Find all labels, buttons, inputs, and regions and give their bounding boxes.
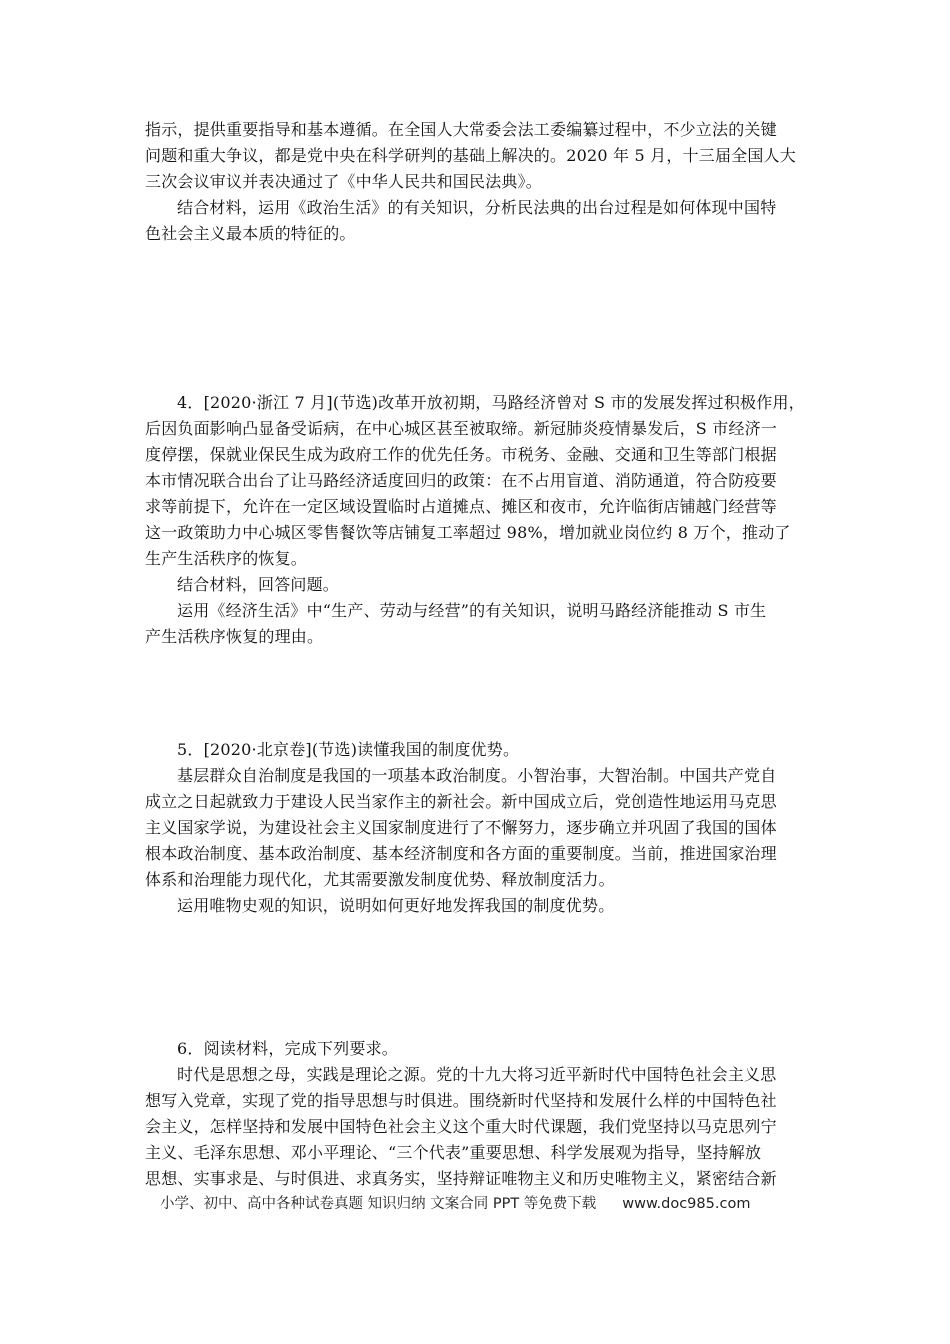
- text-line: 体系和治理能力现代化，尤其需要激发制度优势、释放制度活力。: [145, 870, 615, 889]
- text-line: 求等前提下，允许在一定区域设置临时占道摊点、摊区和夜市，允许临街店铺越门经营等: [145, 497, 777, 516]
- question-prompt: 色社会主义最本质的特征的。: [145, 224, 356, 243]
- question-3-continuation: [145, 117, 805, 247]
- question-prompt: 运用唯物史观的知识，说明如何更好地发挥我国的制度优势。: [177, 896, 615, 915]
- question-4: [145, 390, 805, 650]
- page-footer: [160, 1191, 800, 1217]
- text-line: 基层群众自治制度是我国的一项基本政治制度。小智治事，大智治制。中国共产党自: [177, 766, 777, 785]
- text-line: 问题和重大争议，都是党中央在科学研判的基础上解决的。2020 年 5 月，十三届全国人大: [145, 146, 796, 165]
- question-prompt: 运用《经济生活》中“生产、劳动与经营”的有关知识，说明马路经济能推动 S 市生: [177, 601, 767, 620]
- text-line: 主义、毛泽东思想、邓小平理论、“三个代表”重要思想、科学发展观为指导，坚持解放: [145, 1143, 762, 1162]
- question-prompt: 结合材料，回答问题。: [177, 575, 340, 594]
- question-title: 5．[2020·北京卷](节选)读懂我国的制度优势。: [177, 740, 520, 759]
- text-line: 根本政治制度、基本政治制度、基本经济制度和各方面的重要制度。当前，推进国家治理: [145, 844, 777, 863]
- question-prompt: 结合材料，运用《政治生活》的有关知识，分析民法典的出台过程是如何体现中国特: [177, 198, 777, 217]
- question-prompt: 产生活秩序恢复的理由。: [145, 627, 324, 646]
- question-title: 4．[2020·浙江 7 月](节选)改革开放初期，马路经济曾对 S 市的发展发挥过积极作用，: [177, 393, 805, 412]
- text-line: 后因负面影响凸显备受诟病，在中心城区甚至被取缔。新冠肺炎疫情暴发后，S 市经济一: [145, 419, 778, 438]
- text-line: 指示，提供重要指导和基本遵循。在全国人大常委会法工委编纂过程中，不少立法的关键: [145, 120, 777, 139]
- text-line: 度停摆，保就业保民生成为政府工作的优先任务。市税务、金融、交通和卫生等部门根据: [145, 445, 777, 464]
- question-6: [145, 1036, 805, 1192]
- text-line: 想写入党章，实现了党的指导思想与时俱进。围绕新时代坚持和发展什么样的中国特色社: [145, 1091, 777, 1110]
- text-line: 三次会议审议并表决通过了《中华人民共和国民法典》。: [145, 172, 543, 191]
- text-line: 时代是思想之母，实践是理论之源。党的十九大将习近平新时代中国特色社会主义思: [177, 1065, 777, 1084]
- footer-text: 小学、初中、高中各种试卷真题 知识归纳 文案合同 PPT 等免费下载: [160, 1196, 597, 1212]
- question-5: [145, 737, 805, 919]
- text-line: 这一政策助力中心城区零售餐饮等店铺复工率超过 98%，增加就业岗位约 8 万个，推动了: [145, 523, 791, 542]
- text-line: 思想、实事求是、与时俱进、求真务实，坚持辩证唯物主义和历史唯物主义，紧密结合新: [145, 1169, 777, 1188]
- text-line: 生产生活秩序的恢复。: [145, 549, 308, 568]
- text-line: 会主义，怎样坚持和发展中国特色社会主义这个重大时代课题，我们党坚持以马克思列宁: [145, 1117, 777, 1136]
- text-line: 成立之日起就致力于建设人民当家作主的新社会。新中国成立后，党创造性地运用马克思: [145, 792, 777, 811]
- question-title: 6．阅读材料，完成下列要求。: [177, 1039, 398, 1058]
- text-line: 本市情况联合出台了让马路经济适度回归的政策：在不占用盲道、消防通道，符合防疫要: [145, 471, 777, 490]
- text-line: 主义国家学说，为建设社会主义国家制度进行了不懈努力，逐步确立并巩固了我国的国体: [145, 818, 777, 837]
- footer-site-link[interactable]: www.doc985.com: [622, 1196, 751, 1212]
